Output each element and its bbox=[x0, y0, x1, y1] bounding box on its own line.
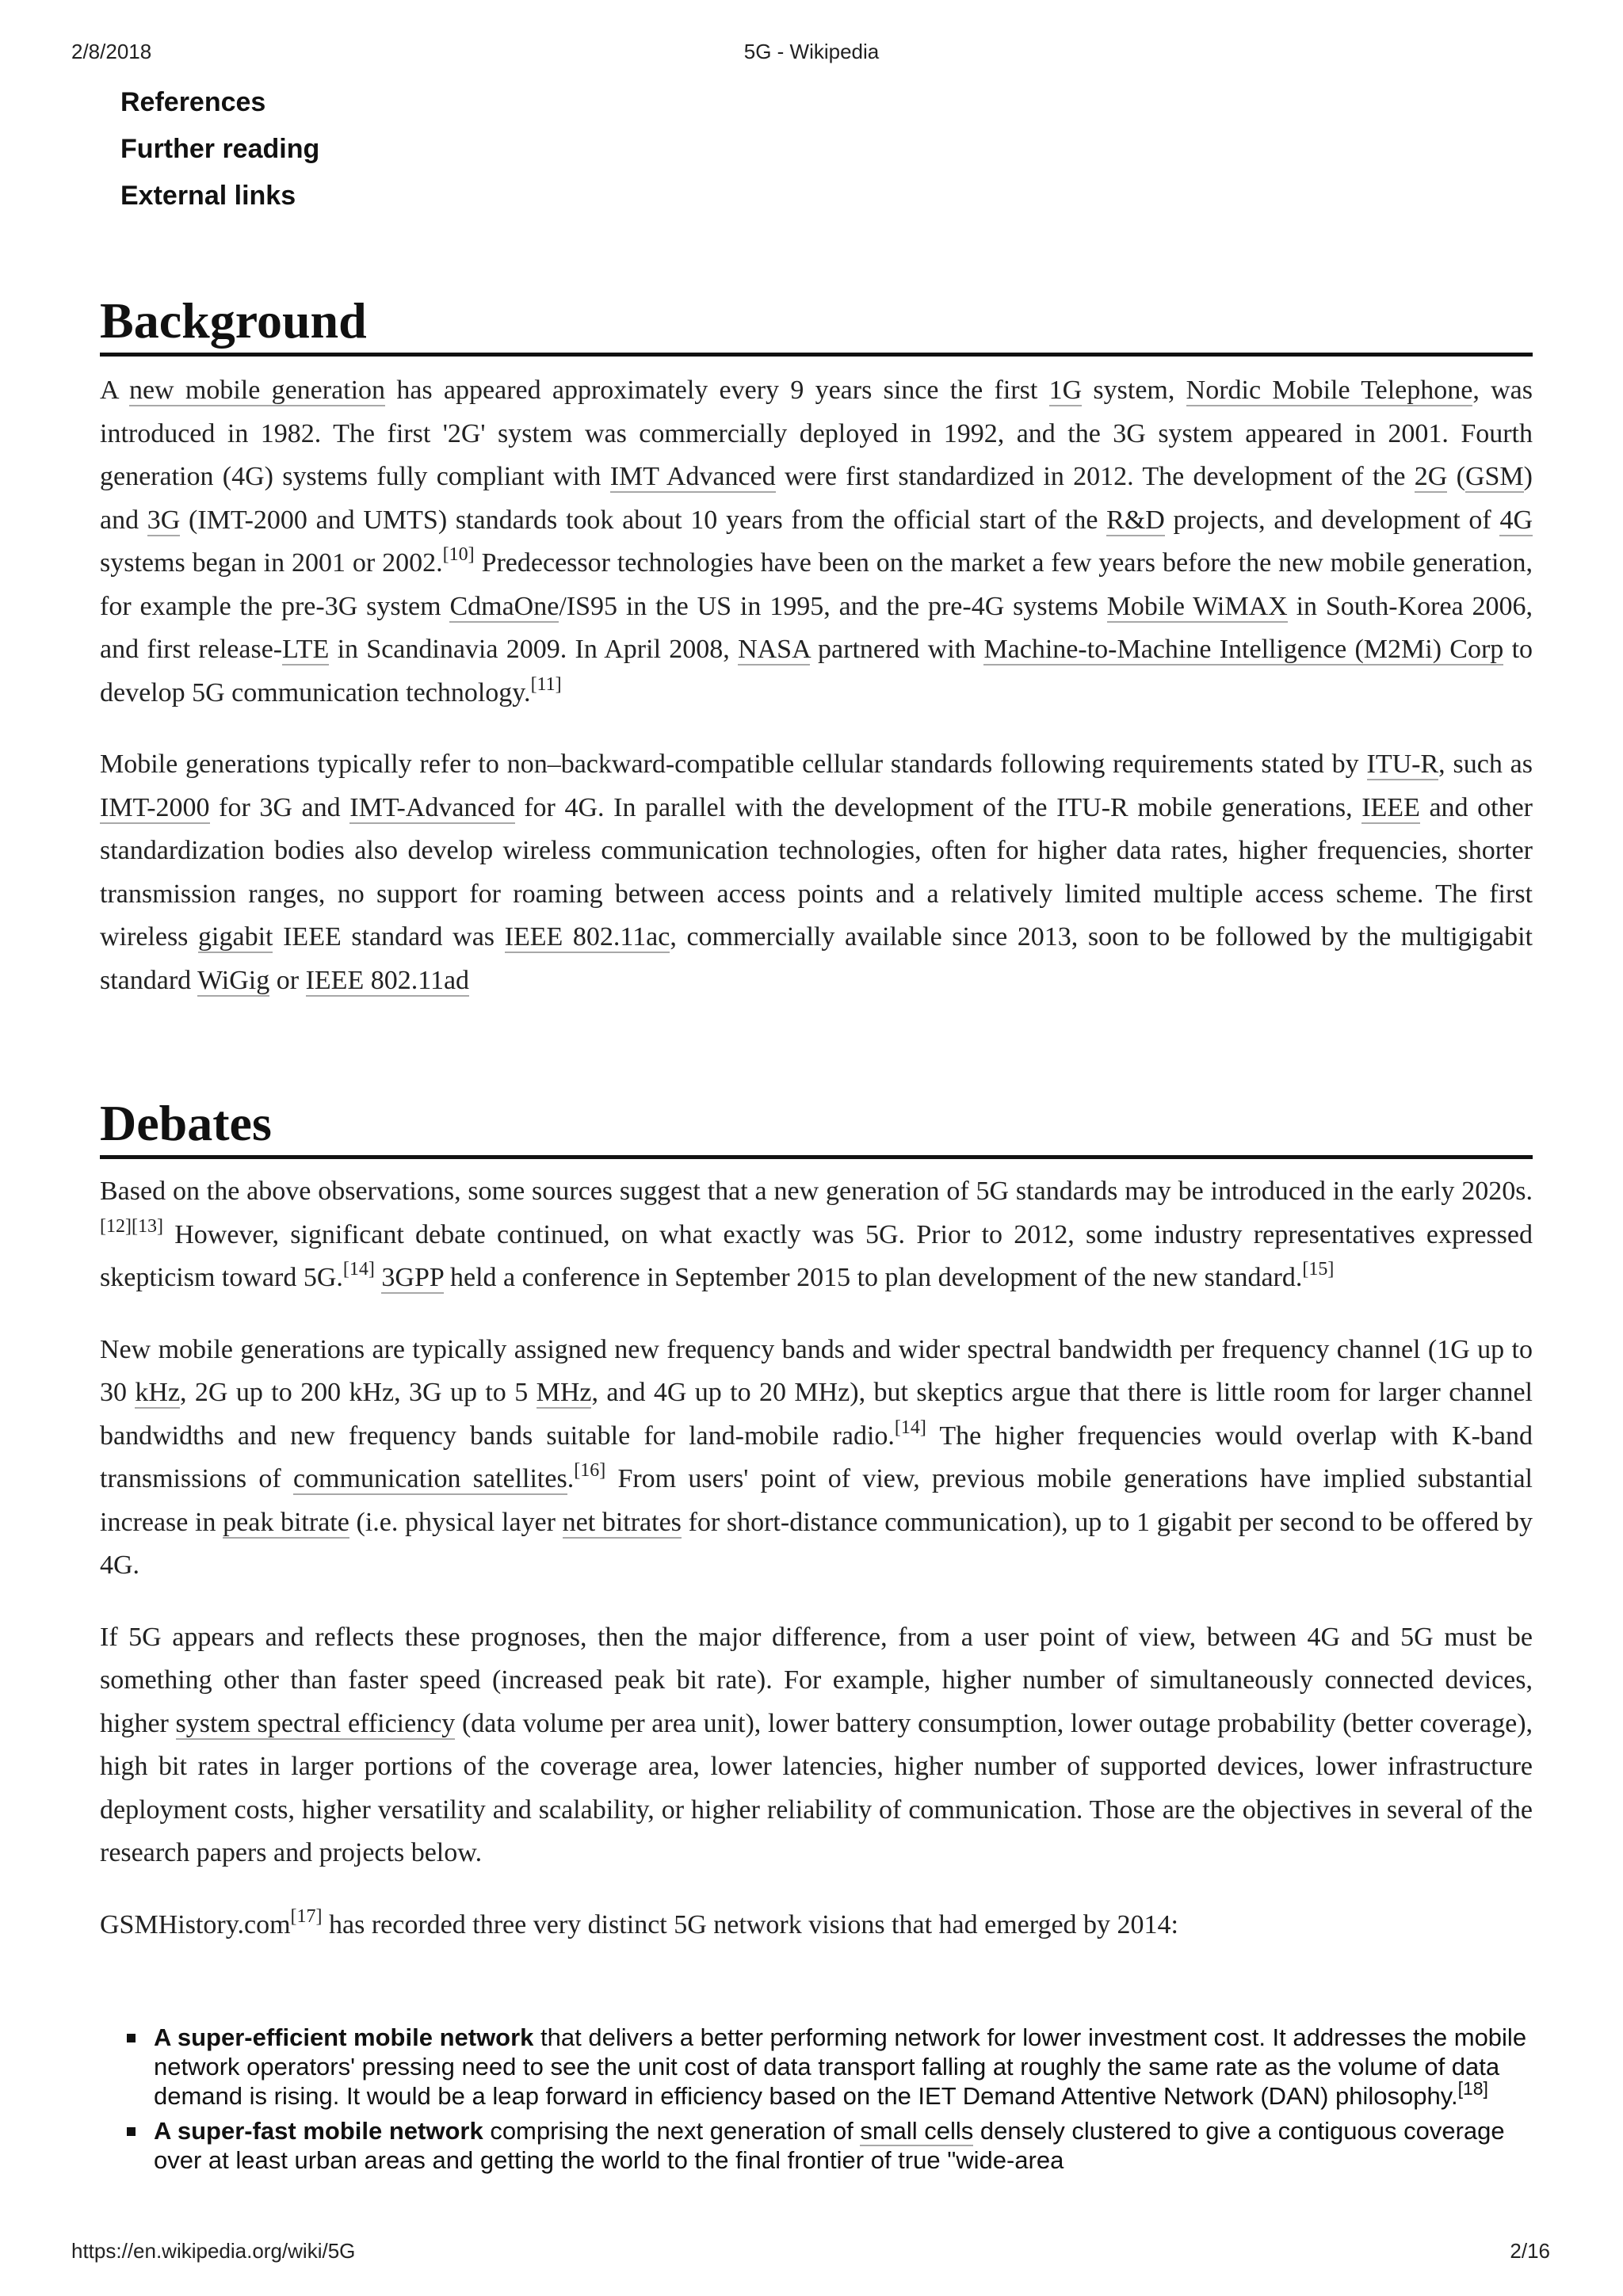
link-m2mi[interactable]: Machine-to-Machine Intelligence (M2Mi) Corp bbox=[983, 635, 1504, 664]
print-date: 2/8/2018 bbox=[71, 40, 152, 63]
print-title: 5G - Wikipedia bbox=[743, 40, 880, 63]
citation[interactable]: [14] bbox=[342, 1259, 375, 1280]
link-gigabit[interactable]: gigabit bbox=[198, 922, 273, 952]
link-mhz[interactable]: MHz bbox=[536, 1378, 592, 1407]
section-background bbox=[100, 289, 1533, 1002]
print-url: https://en.wikipedia.org/wiki/5G bbox=[71, 2239, 356, 2263]
citation[interactable]: [12] bbox=[100, 1215, 132, 1237]
link-3gpp[interactable]: 3GPP bbox=[381, 1263, 444, 1292]
link-new-mobile-generation[interactable]: new mobile generation bbox=[128, 376, 386, 405]
citation[interactable]: [18] bbox=[1457, 2078, 1488, 2099]
heading-background: Background bbox=[100, 289, 1533, 357]
link-lte[interactable]: LTE bbox=[282, 635, 330, 664]
link-mobile-wimax[interactable]: Mobile WiMAX bbox=[1106, 591, 1288, 621]
citation[interactable]: [11] bbox=[530, 673, 562, 695]
link-wigig[interactable]: WiGig bbox=[197, 965, 270, 995]
toc-item-external-links[interactable]: External links bbox=[120, 181, 296, 211]
link-4g[interactable]: 4G bbox=[1499, 505, 1533, 535]
page-number: 2/16 bbox=[1510, 2239, 1550, 2263]
debates-paragraph-3: If 5G appears and reflects these prognoses, then the major difference, from a user point of view, between 4G and 5G must be something other than faster speed (increased peak bit rate). For example, higher number of simultaneously connected devices, higher system spectral efficiency (data volume per area unit), lower battery consumption, lower outage probability (better coverage), high bit rates in larger portions of the coverage area, lower latencies, higher number of supported devices, lower infrastructure deployment costs, higher versatility and scalability, or higher reliability of communication. Those are the objectives in several of the research papers and projects below. bbox=[100, 1622, 1533, 1867]
link-khz[interactable]: kHz bbox=[135, 1378, 181, 1407]
link-itu-r[interactable]: ITU-R bbox=[1366, 749, 1439, 779]
citation[interactable]: [16] bbox=[574, 1460, 606, 1481]
link-small-cells[interactable]: small cells bbox=[860, 2117, 974, 2145]
network-visions-list bbox=[125, 2023, 1536, 2180]
link-3g[interactable]: 3G bbox=[147, 505, 181, 535]
link-ieee-802-11ad[interactable]: IEEE 802.11ad bbox=[305, 965, 470, 995]
toc-item-references[interactable]: References bbox=[120, 87, 266, 117]
print-header bbox=[0, 40, 1623, 68]
link-imt-2000[interactable]: IMT-2000 bbox=[100, 792, 210, 822]
section-debates bbox=[100, 1092, 1533, 1947]
citation[interactable]: [17] bbox=[290, 1905, 323, 1927]
background-paragraph-1: A new mobile generation has appeared approximately every 9 years since the first 1G system, Nordic Mobile Telephone, was introduced in 1982. The first '2G' system was commercially deployed in 1992, and the 3G system appeared in 2001. Fourth generation (4G) systems fully compliant with IMT Advanced were first standardized in 2012. The development of the 2G (GSM) and 3G (IMT-2000 and UMTS) standards took about 10 years from the official start of the R&D projects, and development of 4G systems began in 2001 or 2002.[10] Predecessor technologies have been on the market a few years before the new mobile generation, for example the pre-3G system CdmaOne/IS95 in the US in 1995, and the pre-4G systems Mobile WiMAX in South-Korea 2006, and first release-LTE in Scandinavia 2009. In April 2008, NASA partnered with Machine-to-Machine Intelligence (M2Mi) Corp to develop 5G communication technology.[11] bbox=[100, 376, 1533, 707]
bullet-icon bbox=[127, 2034, 136, 2042]
print-footer bbox=[0, 2239, 1623, 2267]
heading-debates: Debates bbox=[100, 1092, 1533, 1159]
link-cdmaone[interactable]: CdmaOne bbox=[449, 591, 559, 621]
link-gsm[interactable]: GSM bbox=[1465, 462, 1524, 491]
toc-item-further-reading[interactable]: Further reading bbox=[120, 134, 320, 164]
link-imt-advanced[interactable]: IMT Advanced bbox=[609, 462, 776, 491]
link-r-and-d[interactable]: R&D bbox=[1106, 505, 1165, 535]
link-nordic-mobile-telephone[interactable]: Nordic Mobile Telephone bbox=[1186, 376, 1473, 405]
link-ieee[interactable]: IEEE bbox=[1361, 792, 1420, 822]
link-1g[interactable]: 1G bbox=[1048, 376, 1083, 405]
debates-paragraph-4: GSMHistory.com[17] has recorded three very distinct 5G network visions that had emerged by 2014: bbox=[100, 1905, 1178, 1939]
list-item: A super-efficient mobile network that delivers a better performing network for lower investment cost. It addresses the mobile network operators' pressing need to see the unit cost of data transport falling at roughly the same rate as the volume of data demand is rising. It would be a leap forward in efficiency based on the IET Demand Attentive Network (DAN) philosophy.[18] bbox=[125, 2023, 1536, 2111]
table-of-contents bbox=[120, 79, 319, 219]
citation[interactable]: [15] bbox=[1302, 1259, 1335, 1280]
citation[interactable]: [10] bbox=[442, 544, 475, 565]
link-imt-advanced-2[interactable]: IMT-Advanced bbox=[349, 792, 515, 822]
link-system-spectral-efficiency[interactable]: system spectral efficiency bbox=[175, 1708, 456, 1738]
background-paragraph-2: Mobile generations typically refer to non–backward-compatible cellular standards following requirements stated by ITU-R, such as IMT-2000 for 3G and IMT-Advanced for 4G. In parallel with the development of the ITU-R mobile generations, IEEE and other standardization bodies also develop wireless communication technologies, often for higher data rates, higher frequencies, shorter transmission ranges, no support for roaming between access points and a relatively limited multiple access scheme. The first wireless gigabit IEEE standard was IEEE 802.11ac, commercially available since 2013, soon to be followed by the multigigabit standard WiGig or IEEE 802.11ad bbox=[100, 749, 1533, 995]
debates-paragraph-2: New mobile generations are typically assigned new frequency bands and wider spectral bandwidth per frequency channel (1G up to 30 kHz, 2G up to 200 kHz, 3G up to 5 MHz, and 4G up to 20 MHz), but skeptics argue that there is little room for larger channel bandwidths and new frequency bands suitable for land-mobile radio.[14] The higher frequencies would overlap with K-band transmissions of communication satellites.[16] From users' point of view, previous mobile generations have implied substantial increase in peak bitrate (i.e. physical layer net bitrates for short-distance communication), up to 1 gigabit per second to be offered by 4G. bbox=[100, 1334, 1533, 1580]
link-2g[interactable]: 2G bbox=[1414, 462, 1448, 491]
debates-paragraph-1: Based on the above observations, some sources suggest that a new generation of 5G standards may be introduced in the early 2020s.[12][13] However, significant debate continued, on what exactly was 5G. Prior to 2012, some industry representatives expressed skepticism toward 5G.[14] 3GPP held a conference in September 2015 to plan development of the new standard.[15] bbox=[100, 1177, 1533, 1292]
link-ieee-802-11ac[interactable]: IEEE 802.11ac bbox=[504, 922, 670, 952]
list-item: A super-fast mobile network comprising the next generation of small cells densely clustered to give a contiguous coverage over at least urban areas and getting the world to the final frontier of true "wide-area bbox=[125, 2116, 1536, 2175]
citation[interactable]: [13] bbox=[131, 1215, 163, 1237]
link-net-bitrates[interactable]: net bitrates bbox=[562, 1507, 682, 1537]
link-peak-bitrate[interactable]: peak bitrate bbox=[223, 1507, 349, 1537]
bullet-icon bbox=[127, 2127, 136, 2136]
link-nasa[interactable]: NASA bbox=[738, 635, 810, 664]
link-communication-satellites[interactable]: communication satellites bbox=[292, 1464, 567, 1493]
citation[interactable]: [14] bbox=[894, 1417, 926, 1438]
